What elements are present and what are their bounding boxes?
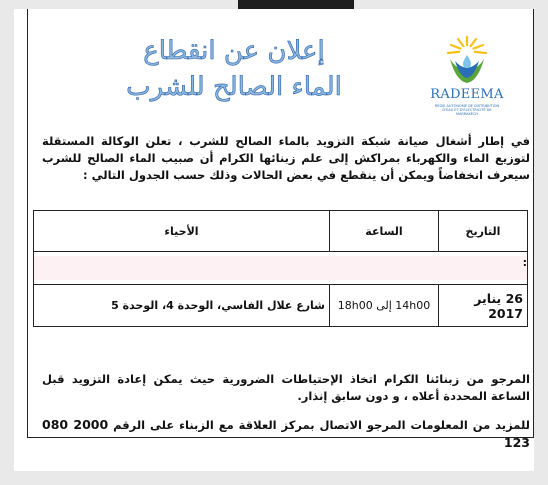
announcement-page	[14, 9, 534, 471]
schedule-table	[33, 210, 528, 327]
row-areas: شارع علال الفاسي، الوحدة 4، الوحدة 5	[34, 285, 330, 327]
header-areas: الأحياء	[34, 211, 330, 252]
water-drop-sun-icon	[444, 33, 490, 85]
radeema-logo	[430, 33, 504, 115]
note-paragraph: المرجو من زبنائنا الكرام اتخاذ الإحتياطات الضرورية حيث يمكن إعادة التزويد قبل الساعة المحددة أعلاه ، و دون سابق إنذار.	[42, 372, 530, 403]
header-time: الساعة	[330, 211, 439, 252]
logo-subtitle: RÉGIE AUTONOME DE DISTRIBUTION D'EAU ET D'ÉLECTRICITÉ DE MARRAKECH	[434, 104, 500, 116]
table-header-row	[34, 211, 528, 252]
header-date: التاريخ	[439, 211, 528, 252]
gap-cell	[34, 252, 528, 285]
table-row	[34, 285, 528, 327]
row-date: 26 يناير 2017	[439, 285, 528, 327]
contact-text: للمزيد من المعلومات المرجو الاتصال بمركز العلاقة مع الزبناء على الرقم	[113, 418, 531, 432]
logo-name: RADEEMA	[430, 87, 504, 102]
top-bar	[238, 0, 354, 9]
gap-fill	[34, 256, 527, 280]
gap-text: :	[522, 256, 527, 269]
row-time: 14h00 إلى 18h00	[330, 285, 439, 327]
title-line-1: إعلان عن انقطاع	[143, 36, 325, 66]
contact-paragraph	[42, 416, 530, 452]
title-line-2: الماء الصالح للشرب	[126, 72, 342, 102]
table-gap-row	[34, 252, 528, 285]
intro-paragraph: في إطار أشغال صيانة شبكة التزويد بالماء الصالح للشرب ، تعلن الوكالة المستقلة لتوزيع الماء والكهرباء بمراكش إلى علم زبنائها الكرام أن صبيب الماء الصالح للشرب سيعرف انخفاضاً ويمكن أن ينقطع في بعض الحالات وذلك حسب الجدول التالي :	[42, 134, 530, 182]
contact-phone: 080 2000 123	[42, 417, 530, 450]
